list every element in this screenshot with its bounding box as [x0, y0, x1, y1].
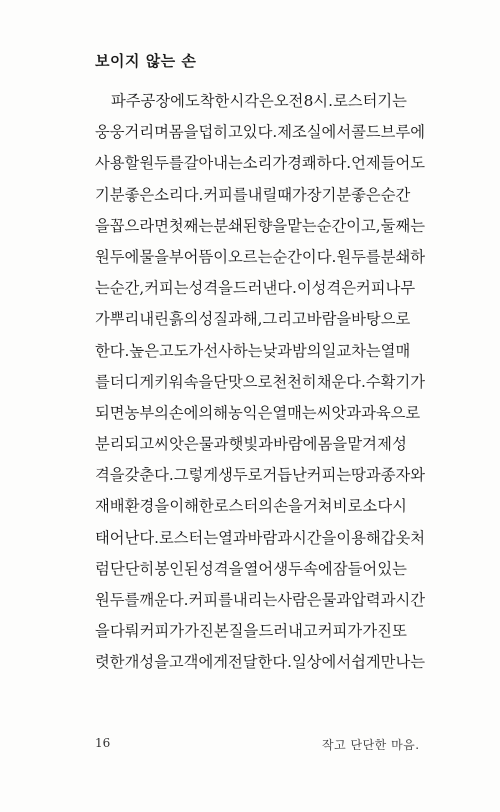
word: 몸을 [168, 123, 199, 142]
text-line [95, 398, 421, 429]
word: 더디게 [109, 372, 155, 391]
word: 과육으로 [361, 403, 421, 422]
word: 수확기가 [365, 372, 426, 391]
word: 씨앗과 [316, 403, 362, 422]
text-line [95, 554, 407, 585]
word: 시각은 [229, 92, 274, 110]
word: 천천히 [272, 372, 317, 391]
word: 제 [377, 435, 392, 454]
word: 몸을 [317, 435, 348, 454]
body-text [95, 86, 426, 679]
word: 내린 [139, 310, 169, 329]
word: 키워 [154, 372, 184, 391]
word: 언제 [351, 154, 381, 173]
word: 물을 [139, 247, 169, 266]
word: 순간이다. [272, 247, 337, 266]
text-line [95, 148, 426, 179]
word: 깨운다. [139, 591, 189, 609]
word: 한다. [95, 341, 130, 360]
word: 바탕으로 [351, 310, 411, 329]
word: 로스터는 [158, 528, 219, 547]
word: 일교차는 [321, 341, 381, 360]
word: 순간, [109, 279, 145, 298]
word: 순간이고, [316, 216, 381, 235]
word: 햇빛과 [228, 435, 273, 454]
word: 순간 [380, 185, 411, 204]
word: 커피가 [317, 622, 363, 641]
word: 원두에 [95, 247, 140, 266]
word: 성격을 [199, 559, 244, 578]
word: 열어 [243, 559, 274, 578]
word: 가진 [184, 622, 214, 641]
word: 손을 [273, 497, 303, 516]
text-line [95, 273, 416, 304]
word: 좋은 [124, 185, 155, 204]
word: 가진 [362, 622, 392, 641]
word: 둘째는 [380, 216, 426, 235]
word: 기분 [321, 185, 352, 204]
word: 격을 [95, 466, 125, 485]
word: 농익은 [228, 403, 273, 422]
word: 밤의 [292, 341, 322, 360]
word: 분리되고 [95, 435, 155, 454]
word: 도착한 [185, 92, 230, 110]
word: 이용해 [336, 528, 381, 547]
word: 잠들어 [332, 559, 378, 578]
word: 덥히고 [198, 123, 243, 142]
word: 있다. [242, 123, 278, 142]
word: 럼 [95, 559, 110, 578]
running-title: 작고 단단한 마음. [322, 738, 420, 752]
word: 단맛으로 [213, 372, 273, 391]
word: 바람을 [306, 310, 352, 329]
word: 고도가 [158, 341, 204, 360]
word: 사람은 [277, 591, 322, 609]
word: 흙의 [168, 310, 199, 329]
word: 을 [95, 622, 110, 641]
word: 좋은 [351, 185, 381, 204]
chapter-title: 보이지 않는 손 [95, 52, 197, 70]
word: 갑옷처 [380, 528, 426, 547]
word: 만나는 [380, 653, 426, 672]
word: 속에 [303, 559, 333, 578]
word: 성격을 [188, 279, 233, 298]
word: 커피를 [188, 591, 233, 609]
word: 재배 [95, 497, 125, 516]
word: 때 [277, 185, 293, 204]
word: 시간 [395, 591, 426, 609]
word: 갖춘다. [124, 466, 174, 485]
word: 가장 [292, 185, 322, 204]
word: 을 [95, 216, 110, 235]
word: 다뤄 [109, 622, 140, 641]
word: 기분 [95, 185, 125, 204]
text-line [95, 117, 425, 148]
text-line [95, 647, 426, 678]
word: 거쳐 [303, 497, 333, 516]
word: 고객에게 [168, 653, 229, 672]
word: 파주공장에 [111, 92, 185, 110]
word: 생두 [273, 559, 303, 578]
word: 그리고 [262, 310, 307, 329]
word: 향을 [257, 216, 288, 235]
word: 오르는 [228, 247, 273, 266]
word: 환경을 [124, 497, 170, 516]
word: 되면 [95, 403, 125, 422]
word: 열매 [380, 341, 411, 360]
word: 시간을 [292, 528, 337, 547]
word: 원두를 [336, 247, 381, 266]
word: 오전 [273, 92, 304, 110]
word: 드러낸다. [232, 279, 297, 298]
word: 커피는 [306, 466, 352, 485]
word: 렷한 [95, 653, 125, 672]
word: 이해한 [169, 497, 214, 516]
word: 일상에서 [292, 653, 352, 672]
word: 이 [296, 279, 312, 298]
page-number: 16 [95, 736, 111, 750]
word: 높은 [129, 341, 159, 360]
word: 씨앗은 [154, 435, 199, 454]
word: 종자와 [380, 466, 426, 485]
word: 내릴 [247, 185, 278, 204]
word: 원두를 [139, 154, 184, 173]
word: 커피를 [203, 185, 248, 204]
word: 바람에 [273, 435, 318, 454]
word: 손에 [168, 403, 199, 422]
word: 속을 [183, 372, 214, 391]
word: 원두를 [95, 591, 140, 609]
word: 태어난다. [95, 528, 159, 547]
word: 콜드브루에 [351, 123, 425, 142]
word: 그렇게 [173, 466, 219, 485]
word: 경쾌하다. [287, 154, 352, 173]
text-line [95, 336, 411, 367]
word: 커피는 [144, 279, 189, 298]
word: 단단히 [109, 559, 155, 578]
word: 의해 [198, 403, 229, 422]
word: 있는 [377, 559, 407, 578]
word: 물과 [321, 591, 352, 609]
word: 커피가 [139, 622, 185, 641]
text-line [95, 304, 411, 335]
word: 맡겨 [347, 435, 377, 454]
word: 낮과 [262, 341, 292, 360]
word: 드러내고 [258, 622, 318, 641]
word: 꼽으라면 [109, 216, 169, 235]
word: 내리는 [232, 591, 278, 609]
text-line [95, 523, 426, 554]
word: 뜸이 [198, 247, 229, 266]
word: 분쇄하 [380, 247, 426, 266]
word: 가 [95, 310, 110, 329]
word: 전달한다. [228, 653, 292, 672]
text-line [95, 86, 407, 117]
word: 부어 [168, 247, 199, 266]
word: 갈아내는 [183, 154, 243, 173]
text-line [95, 429, 407, 460]
word: 또 [392, 622, 407, 641]
word: 채운다. [316, 372, 366, 391]
text-line [95, 460, 426, 491]
word: 로스터의 [213, 497, 274, 516]
word: 첫째는 [168, 216, 214, 235]
word: 로스터기는 [333, 92, 407, 110]
word: 맡는 [287, 216, 317, 235]
word: 성 [392, 435, 407, 454]
word: 들어도 [380, 154, 426, 173]
text-line [95, 367, 426, 398]
word: 열매는 [272, 403, 317, 422]
word: 8시. [303, 92, 333, 110]
word: 농부의 [124, 403, 169, 422]
word: 를 [95, 372, 110, 391]
text-line [95, 585, 426, 616]
word: 압력과 [351, 591, 396, 609]
word: 다시 [377, 497, 407, 516]
word: 땅과 [351, 466, 381, 485]
word: 개성을 [124, 653, 169, 672]
word: 선사하는 [203, 341, 263, 360]
word: 거듭난 [262, 466, 307, 485]
word: 는 [95, 279, 110, 298]
word: 소리다. [154, 185, 204, 204]
word: 소리가 [242, 154, 288, 173]
word: 물과 [198, 435, 229, 454]
word: 해, [242, 310, 263, 329]
text-line [95, 491, 407, 522]
word: 뿌리 [109, 310, 140, 329]
word: 본질을 [214, 622, 259, 641]
word: 성격은 [311, 279, 356, 298]
word: 커피나무 [356, 279, 416, 298]
word: 열과 [218, 528, 248, 547]
word: 쉽게 [351, 653, 381, 672]
word: 바람과 [247, 528, 292, 547]
word: 성질과 [198, 310, 243, 329]
word: 생두로 [218, 466, 263, 485]
word: 웅웅거리며 [95, 123, 169, 142]
text-line [95, 180, 411, 211]
text-line [95, 242, 426, 273]
word: 분쇄된 [213, 216, 258, 235]
word: 비로소 [332, 497, 378, 516]
word: 제조실에서 [277, 123, 352, 142]
text-line [95, 211, 426, 242]
word: 사용할 [95, 154, 140, 173]
word: 봉인된 [154, 559, 199, 578]
text-line [95, 616, 407, 647]
